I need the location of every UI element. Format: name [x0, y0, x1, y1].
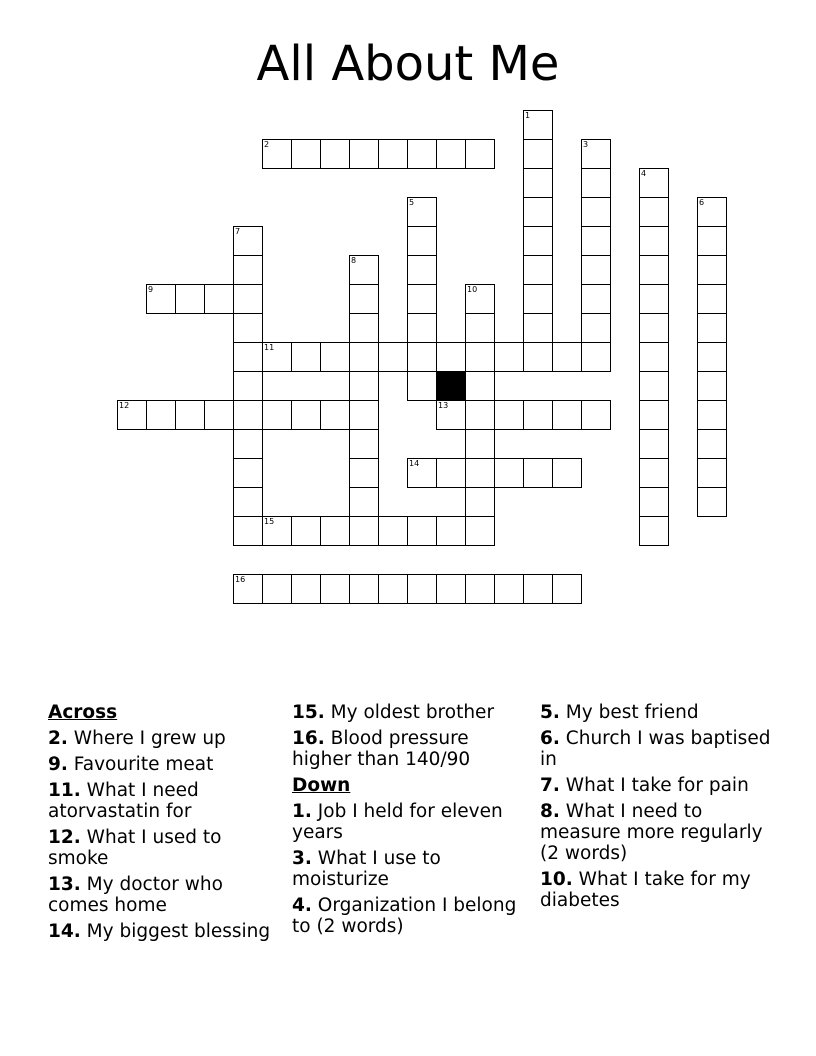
clue-text: What I used to smoke [48, 827, 222, 869]
grid-cell[interactable] [639, 429, 669, 459]
grid-cell[interactable] [523, 284, 553, 314]
grid-cell[interactable] [523, 313, 553, 343]
clue-across-15 [292, 702, 520, 723]
clue-text: What I need atorvastatin for [48, 780, 199, 822]
clue-text: Favourite meat [73, 754, 214, 775]
clue-text: What I use to moisturize [292, 848, 441, 890]
cell-number: 13 [438, 401, 449, 410]
grid-cell[interactable] [407, 342, 437, 372]
grid-cell[interactable] [233, 342, 263, 372]
cell-number: 14 [409, 459, 420, 468]
cell-number: 12 [119, 401, 130, 410]
grid-cell[interactable] [407, 284, 437, 314]
clue-down-3 [292, 848, 520, 890]
grid-cell[interactable] [407, 255, 437, 285]
grid-cell[interactable] [581, 284, 611, 314]
grid-cell[interactable] [204, 284, 234, 314]
grid-cell[interactable] [349, 400, 379, 430]
clue-number: 14. [48, 921, 81, 942]
grid-cell[interactable] [697, 371, 727, 401]
clue-number: 4. [292, 895, 312, 916]
cell-number: 6 [699, 198, 705, 207]
grid-cell[interactable] [639, 168, 669, 198]
cell-number: 8 [351, 256, 357, 265]
cell-number: 11 [264, 343, 275, 352]
grid-cell[interactable] [552, 574, 582, 604]
grid-cell[interactable] [523, 574, 553, 604]
grid-cell[interactable] [349, 516, 379, 546]
clue-list [48, 702, 788, 947]
grid-cell[interactable] [233, 255, 263, 285]
grid-cell[interactable] [262, 516, 292, 546]
puzzle-title: All About Me [256, 36, 560, 92]
clue-number: 7. [540, 775, 560, 796]
cell-number: 15 [264, 517, 275, 526]
grid-cell[interactable] [639, 197, 669, 227]
grid-cell[interactable] [697, 429, 727, 459]
grid-cell[interactable] [320, 574, 350, 604]
grid-cell[interactable] [407, 197, 437, 227]
clue-down-5 [540, 702, 772, 723]
grid-cell[interactable] [581, 197, 611, 227]
grid-cell[interactable] [639, 226, 669, 256]
grid-cell[interactable] [552, 342, 582, 372]
grid-cell[interactable] [581, 313, 611, 343]
grid-cell[interactable] [581, 168, 611, 198]
cell-number: 1 [525, 111, 531, 120]
grid-cell[interactable] [349, 429, 379, 459]
grid-cell[interactable] [436, 400, 466, 430]
clue-number: 12. [48, 827, 81, 848]
grid-cell[interactable] [697, 458, 727, 488]
clue-across-2 [48, 728, 272, 749]
grid-cell[interactable] [407, 313, 437, 343]
grid-cell[interactable] [494, 400, 524, 430]
grid-cell[interactable] [697, 226, 727, 256]
clue-number: 8. [540, 801, 560, 822]
grid-cell[interactable] [262, 574, 292, 604]
grid-cell[interactable] [494, 458, 524, 488]
grid-cell[interactable] [349, 139, 379, 169]
grid-cell[interactable] [320, 516, 350, 546]
clue-text: Church I was baptised in [540, 728, 771, 770]
grid-cell[interactable] [291, 400, 321, 430]
grid-cell[interactable] [581, 342, 611, 372]
grid-cell[interactable] [291, 139, 321, 169]
clue-across-12 [48, 827, 272, 869]
grid-cell[interactable] [407, 458, 437, 488]
grid-cell[interactable] [494, 342, 524, 372]
clue-down-1 [292, 801, 520, 843]
clue-text: Blood pressure higher than 140/90 [292, 728, 471, 770]
clue-across-11 [48, 780, 272, 822]
clue-text: What I take for my diabetes [540, 869, 751, 911]
grid-cell[interactable] [378, 139, 408, 169]
grid-cell[interactable] [465, 139, 495, 169]
grid-cell[interactable] [523, 197, 553, 227]
grid-cell[interactable] [436, 342, 466, 372]
cell-number: 10 [467, 285, 478, 294]
across-heading: Across [48, 702, 118, 723]
clue-across-13 [48, 874, 272, 916]
grid-cell[interactable] [233, 400, 263, 430]
cell-number: 7 [235, 227, 241, 236]
grid-cell[interactable] [697, 255, 727, 285]
grid-cell[interactable] [291, 342, 321, 372]
grid-cell[interactable] [697, 342, 727, 372]
grid-cell[interactable] [552, 400, 582, 430]
grid-cell[interactable] [233, 574, 263, 604]
grid-cell[interactable] [262, 342, 292, 372]
grid-cell[interactable] [639, 313, 669, 343]
clue-number: 6. [540, 728, 560, 749]
grid-cell[interactable] [639, 487, 669, 517]
grid-cell[interactable] [465, 342, 495, 372]
grid-cell[interactable] [349, 342, 379, 372]
grid-cell[interactable] [639, 400, 669, 430]
clue-number: 9. [48, 754, 68, 775]
clue-number: 3. [292, 848, 312, 869]
grid-cell[interactable] [175, 284, 205, 314]
grid-cell[interactable] [349, 371, 379, 401]
clue-number: 2. [48, 728, 68, 749]
grid-cell[interactable] [436, 458, 466, 488]
grid-cell[interactable] [697, 313, 727, 343]
grid-cell[interactable] [407, 226, 437, 256]
clue-down-8 [540, 801, 772, 864]
clue-text: Where I grew up [73, 728, 226, 749]
grid-cell[interactable] [378, 516, 408, 546]
grid-cell[interactable] [639, 458, 669, 488]
clue-number: 15. [292, 702, 325, 723]
grid-cell[interactable] [349, 574, 379, 604]
clue-text: Job I held for eleven years [292, 801, 503, 843]
grid-cell[interactable] [523, 168, 553, 198]
grid-cell[interactable] [697, 400, 727, 430]
clue-column-2 [292, 702, 520, 947]
clue-across-9 [48, 754, 272, 775]
grid-cell[interactable] [407, 371, 437, 401]
grid-cell[interactable] [349, 255, 379, 285]
grid-cell[interactable] [291, 574, 321, 604]
grid-cell[interactable] [320, 400, 350, 430]
grid-cell[interactable] [436, 516, 466, 546]
cell-number: 16 [235, 575, 246, 584]
clue-text: Organization I belong to (2 words) [292, 895, 517, 937]
grid-cell[interactable] [262, 400, 292, 430]
grid-cell[interactable] [407, 574, 437, 604]
clue-down-10 [540, 869, 772, 911]
grid-cell[interactable] [233, 487, 263, 517]
grid-cell[interactable] [146, 284, 176, 314]
grid-cell[interactable] [523, 458, 553, 488]
clue-text: My best friend [565, 702, 699, 723]
grid-cell[interactable] [146, 400, 176, 430]
grid-cell[interactable] [639, 342, 669, 372]
grid-cell[interactable] [552, 458, 582, 488]
clue-across-16 [292, 728, 520, 770]
grid-cell[interactable] [204, 400, 234, 430]
grid-cell[interactable] [581, 139, 611, 169]
grid-cell[interactable] [233, 516, 263, 546]
grid-cell[interactable] [581, 226, 611, 256]
clue-down-4 [292, 895, 520, 937]
clue-number: 10. [540, 869, 573, 890]
grid-cell[interactable] [523, 226, 553, 256]
grid-cell[interactable] [233, 226, 263, 256]
grid-cell[interactable] [175, 400, 205, 430]
grid-cell[interactable] [233, 371, 263, 401]
grid-cell[interactable] [233, 458, 263, 488]
grid-cell[interactable] [494, 574, 524, 604]
clue-down-7 [540, 775, 772, 796]
down-heading: Down [292, 775, 351, 796]
grid-cell[interactable] [639, 371, 669, 401]
grid-cell[interactable] [349, 487, 379, 517]
clue-text: What I take for pain [565, 775, 749, 796]
grid-cell[interactable] [639, 516, 669, 546]
grid-cell[interactable] [581, 400, 611, 430]
grid-cell[interactable] [639, 255, 669, 285]
grid-cell[interactable] [233, 284, 263, 314]
grid-cell[interactable] [349, 284, 379, 314]
grid-cell[interactable] [291, 516, 321, 546]
grid-cell[interactable] [436, 139, 466, 169]
grid-cell[interactable] [262, 139, 292, 169]
clue-number: 16. [292, 728, 325, 749]
clue-number: 5. [540, 702, 560, 723]
grid-block [436, 371, 466, 401]
clue-across-14 [48, 921, 272, 942]
grid-cell[interactable] [523, 139, 553, 169]
clue-number: 11. [48, 780, 81, 801]
grid-cell[interactable] [407, 139, 437, 169]
grid-cell[interactable] [523, 255, 553, 285]
grid-cell[interactable] [407, 516, 437, 546]
clue-text: My doctor who comes home [48, 874, 223, 916]
clue-down-6 [540, 728, 772, 770]
grid-cell[interactable] [378, 342, 408, 372]
grid-cell[interactable] [320, 139, 350, 169]
grid-cell[interactable] [697, 487, 727, 517]
clue-text: My oldest brother [330, 702, 495, 723]
grid-cell[interactable] [233, 313, 263, 343]
grid-cell[interactable] [436, 574, 466, 604]
clue-text: What I need to measure more regularly (2 words) [540, 801, 763, 864]
clue-number: 1. [292, 801, 312, 822]
cell-number: 3 [583, 140, 589, 149]
clue-column-3 [540, 702, 772, 947]
grid-cell[interactable] [697, 197, 727, 227]
grid-cell[interactable] [378, 574, 408, 604]
grid-cell[interactable] [465, 284, 495, 314]
grid-cell[interactable] [465, 458, 495, 488]
grid-cell[interactable] [465, 487, 495, 517]
grid-cell[interactable] [465, 516, 495, 546]
grid-cell[interactable] [639, 284, 669, 314]
grid-cell[interactable] [523, 342, 553, 372]
clue-number: 13. [48, 874, 81, 895]
grid-cell[interactable] [465, 574, 495, 604]
clue-text: My biggest blessing [86, 921, 271, 942]
cell-number: 5 [409, 198, 415, 207]
grid-cell[interactable] [523, 400, 553, 430]
grid-cell[interactable] [465, 371, 495, 401]
cell-number: 9 [148, 285, 154, 294]
cell-number: 4 [641, 169, 647, 178]
grid-cell[interactable] [465, 313, 495, 343]
cell-number: 2 [264, 140, 270, 149]
grid-cell[interactable] [465, 400, 495, 430]
grid-cell[interactable] [697, 284, 727, 314]
grid-cell[interactable] [320, 342, 350, 372]
grid-cell[interactable] [523, 110, 553, 140]
grid-cell[interactable] [349, 458, 379, 488]
grid-cell[interactable] [581, 255, 611, 285]
grid-cell[interactable] [349, 313, 379, 343]
clue-column-1 [48, 702, 272, 947]
grid-cell[interactable] [465, 429, 495, 459]
grid-cell[interactable] [117, 400, 147, 430]
grid-cell[interactable] [233, 429, 263, 459]
